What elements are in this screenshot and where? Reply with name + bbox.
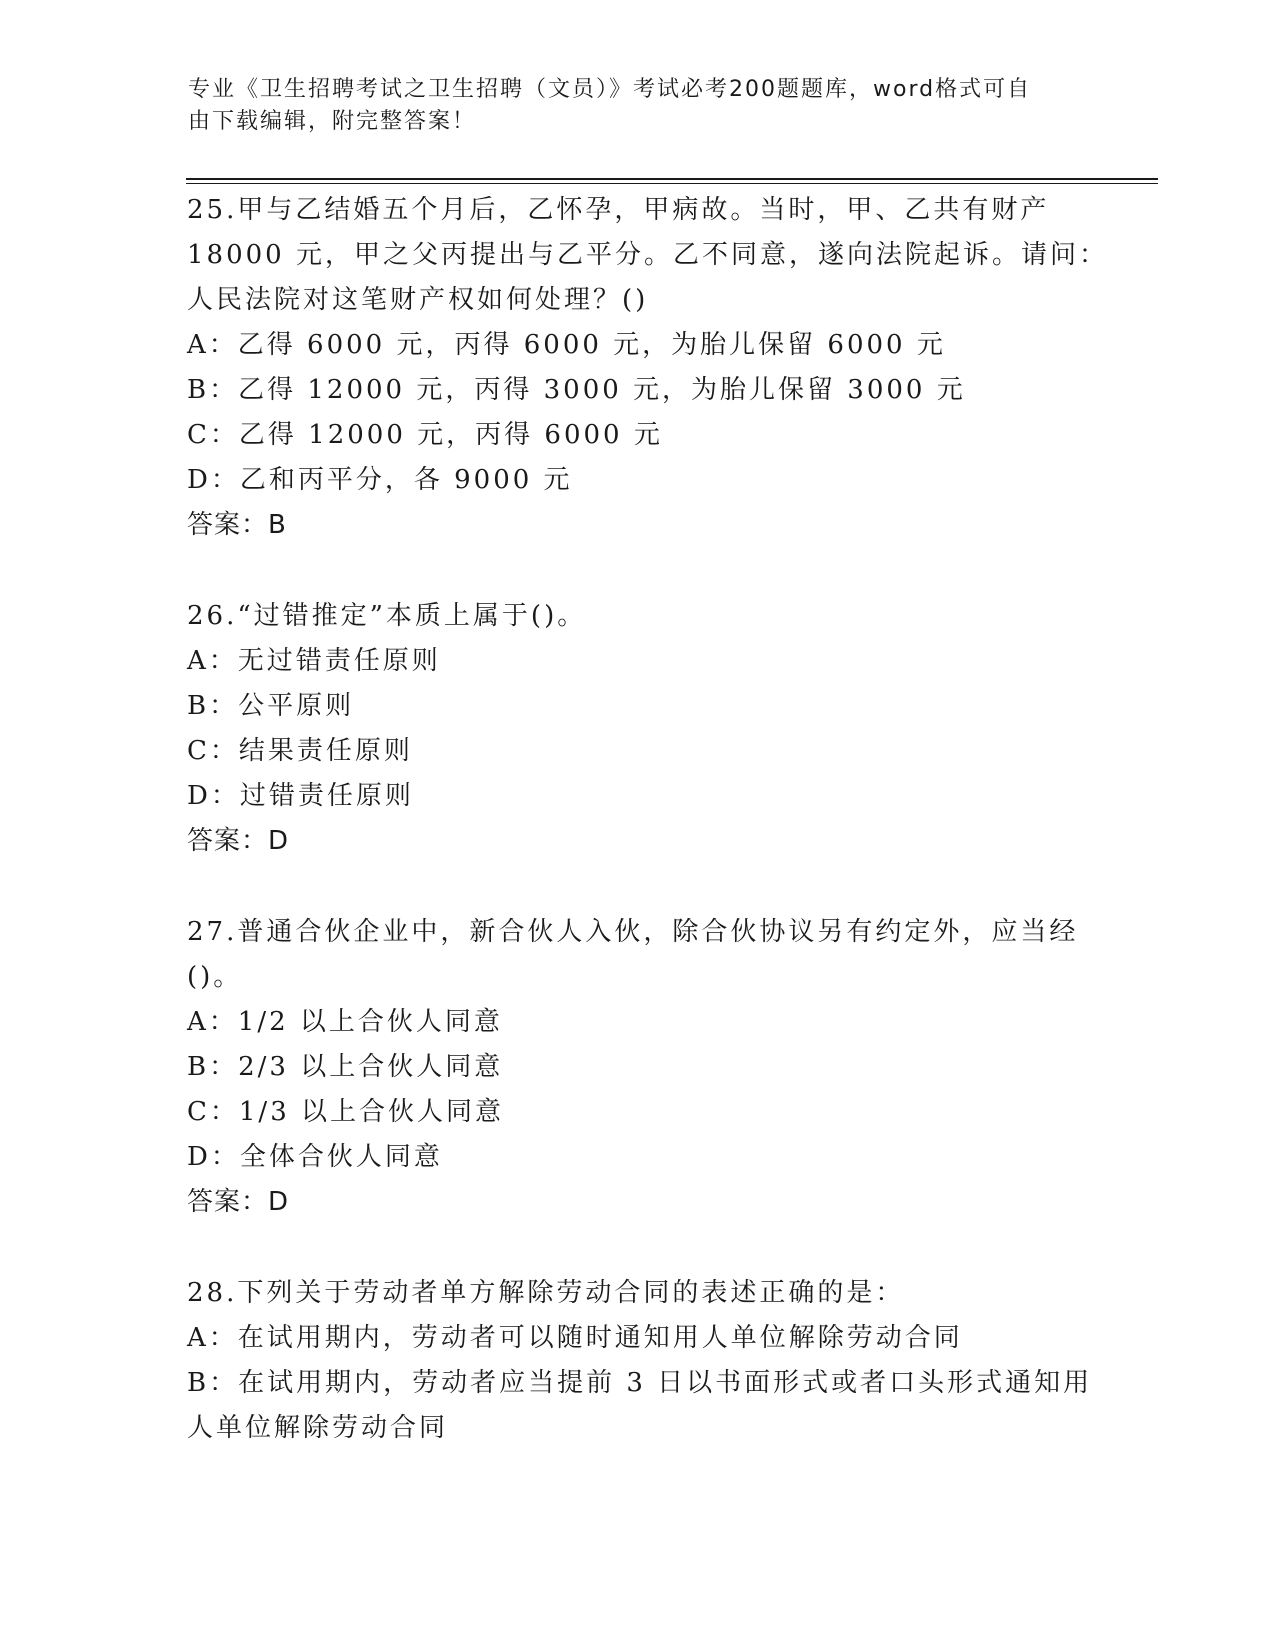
question-stem-line: 18000 元，甲之父丙提出与乙平分。乙不同意，遂向法院起诉。请问： xyxy=(187,240,1108,270)
document-header xyxy=(188,74,1088,138)
question-stem-line: 26.“过错推定”本质上属于()。 xyxy=(187,601,587,631)
header-divider-thick xyxy=(186,178,1158,180)
question-stem-line: 27.普通合伙企业中，新合伙人入伙，除合伙协议另有约定外，应当经 xyxy=(187,917,1079,947)
option-c: C：结果责任原则 xyxy=(187,736,413,766)
option-b-continued: 人单位解除劳动合同 xyxy=(187,1413,449,1443)
option-a: A：无过错责任原则 xyxy=(187,646,441,676)
option-a: A：乙得 6000 元，丙得 6000 元，为胎儿保留 6000 元 xyxy=(187,330,946,360)
header-divider-thin xyxy=(186,183,1158,184)
question-stem-line: 28.下列关于劳动者单方解除劳动合同的表述正确的是： xyxy=(187,1278,905,1308)
question-28 xyxy=(187,1271,1093,1451)
option-d: D：过错责任原则 xyxy=(187,781,414,811)
option-b: B：乙得 12000 元，丙得 3000 元，为胎儿保留 3000 元 xyxy=(187,375,966,405)
option-a: A：在试用期内，劳动者可以随时通知用人单位解除劳动合同 xyxy=(187,1323,963,1353)
question-stem-line: 人民法院对这笔财产权如何处理？() xyxy=(187,285,649,315)
option-c: C：乙得 12000 元，丙得 6000 元 xyxy=(187,420,663,450)
question-stem-line: 25.甲与乙结婚五个月后，乙怀孕，甲病故。当时，甲、乙共有财产 xyxy=(187,195,1050,225)
question-26 xyxy=(187,594,1087,864)
option-d: D：乙和丙平分，各 9000 元 xyxy=(187,465,573,495)
question-list xyxy=(187,188,1108,1497)
option-d: D：全体合伙人同意 xyxy=(187,1142,443,1172)
option-b: B：公平原则 xyxy=(187,691,355,721)
answer-label: 答案：B xyxy=(187,510,287,540)
option-b: B：在试用期内，劳动者应当提前 3 日以书面形式或者口头形式通知用 xyxy=(187,1368,1093,1398)
answer-label: 答案：D xyxy=(187,826,290,856)
question-25 xyxy=(187,188,1108,548)
option-b: B：2/3 以上合伙人同意 xyxy=(187,1052,504,1082)
header-line: 由下载编辑，附完整答案！ xyxy=(188,109,477,134)
question-stem-line: ()。 xyxy=(187,962,243,992)
question-27 xyxy=(187,910,1087,1225)
answer-label: 答案：D xyxy=(187,1187,290,1217)
option-a: A：1/2 以上合伙人同意 xyxy=(187,1007,503,1037)
header-line: 专业《卫生招聘考试之卫生招聘（文员）》考试必考200题题库，word格式可自 xyxy=(188,77,1032,102)
option-c: C：1/3 以上合伙人同意 xyxy=(187,1097,505,1127)
